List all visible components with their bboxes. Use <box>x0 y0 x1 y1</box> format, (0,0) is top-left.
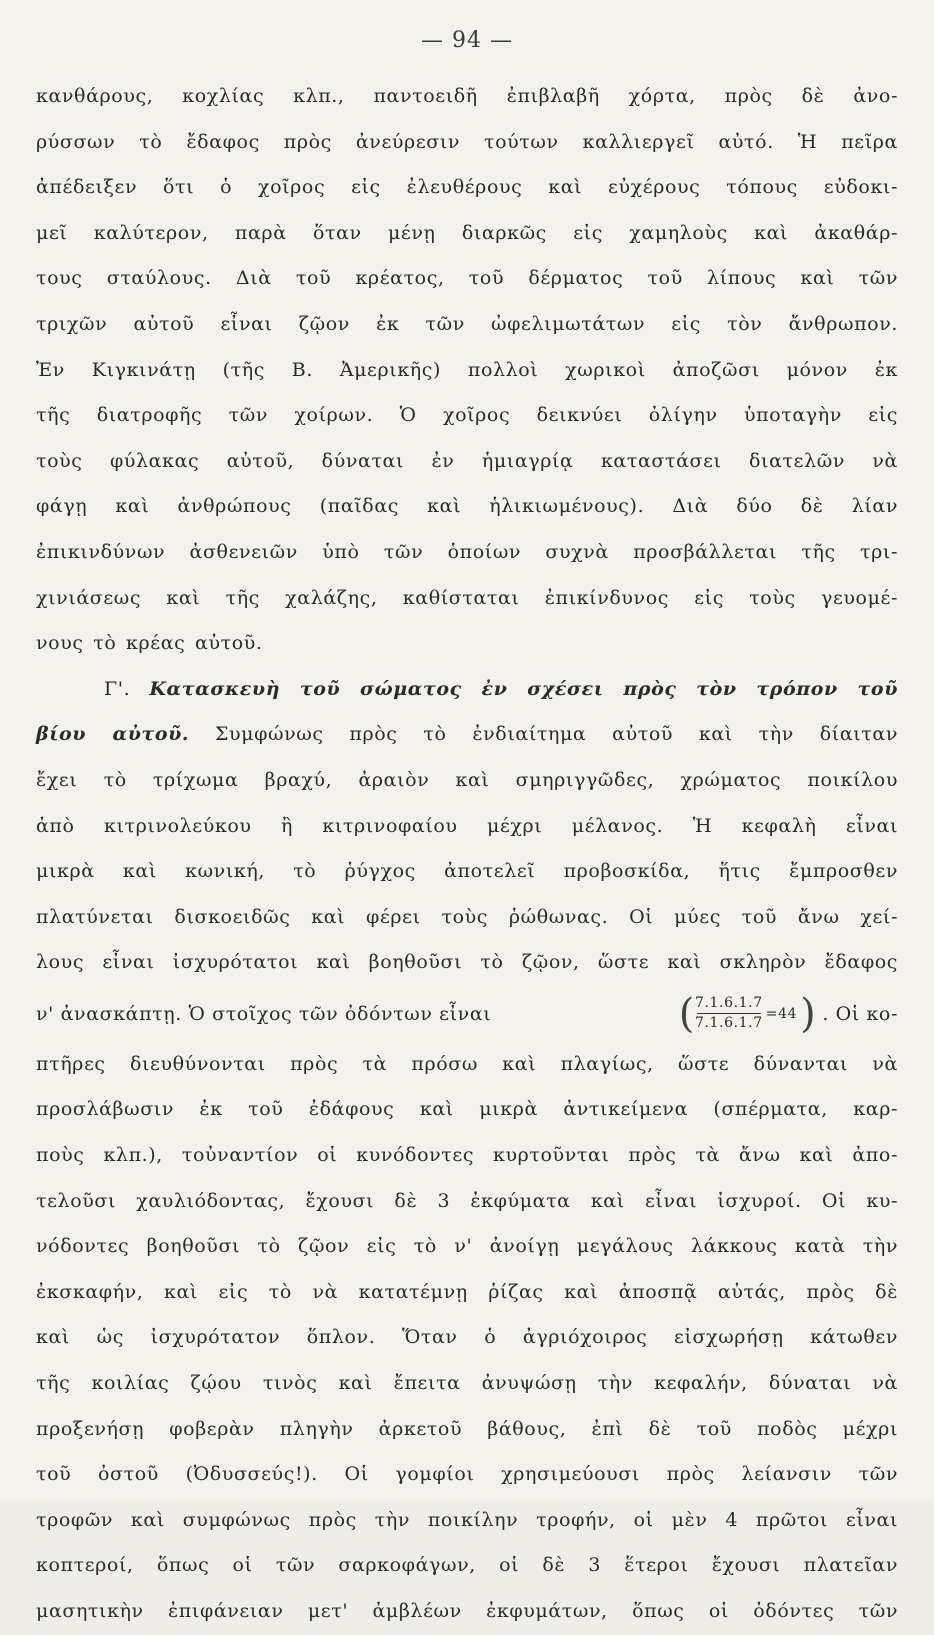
formula-denominator: 7.1.6.1.7 <box>694 1015 763 1032</box>
text-line: κοπτεροί, ὅπως οἱ τῶν σαρκοφάγων, οἱ δὲ 3 ἕτεροι ἔχουσι πλατεῖαν <box>36 1554 898 1577</box>
section-heading-line <box>36 667 898 713</box>
text-line: τους σταύλους. Διὰ τοῦ κρέατος, τοῦ δέρματος τοῦ λίπους καὶ τῶν <box>36 267 898 290</box>
text-line: προξενήσῃ φοβερὰν πληγὴν ἀρκετοῦ βάθους, ἐπὶ δὲ τοῦ ποδὸς μέχρι <box>36 1417 898 1440</box>
dental-formula-line <box>36 986 898 1042</box>
text-line: μικρὰ καὶ κωνική, τὸ ῥύγχος ἀποτελεῖ προβοσκίδα, ἥτις ἔμπροσθεν <box>36 860 898 883</box>
text-line: ρύσσων τὸ ἔδαφος πρὸς ἀνεύρεσιν τούτων καλλιεργεῖ αὐτό. Ἡ πεῖρα <box>36 130 898 153</box>
text-line: πτῆρες διευθύνονται πρὸς τὰ πρόσω καὶ πλαγίως, ὥστε δύνανται νὰ <box>36 1052 898 1075</box>
text-line <box>36 712 898 758</box>
text-line: ἐκσκαφήν, καὶ εἰς τὸ νὰ κατατέμνῃ ῥίζας καὶ ἀποσπᾷ αὐτάς, πρὸς δὲ <box>36 1280 898 1303</box>
text-line: νους τὸ κρέας αὐτοῦ. <box>36 632 263 655</box>
body-text <box>36 74 898 1635</box>
text-line: τῆς διατροφῆς τῶν χοίρων. Ὁ χοῖρος δεικνύει ὀλίγην ὑποταγὴν εἰς <box>36 404 898 427</box>
text-line: τοὺς φύλακας αὐτοῦ, δύναται ἐν ἡμιαγρίᾳ καταστάσει διατελῶν νὰ <box>36 449 898 472</box>
text-line: καὶ ὡς ἰσχυρότατον ὅπλον. Ὅταν ὁ ἀγριόχοιρος εἰσχωρήσῃ κάτωθεν <box>36 1326 898 1349</box>
text-line: πλατύνεται δισκοειδῶς καὶ φέρει τοὺς ῥώθωνας. Οἱ μύες τοῦ ἄνω χεί- <box>36 905 898 928</box>
section-marker: Γ'. <box>104 677 131 700</box>
text-line: ἔχει τὸ τρίχωμα βραχύ, ἀραιὸν καὶ σμηριγγῶδες, χρώματος ποικίλου <box>36 768 898 791</box>
text-line: τελοῦσι χαυλιόδοντας, ἔχουσι δὲ 3 ἐκφύματα καὶ εἶναι ἰσχυροί. Οἱ κυ- <box>36 1189 898 1212</box>
text-line: τοῦ ὀστοῦ (Ὀδυσσεύς!). Οἱ γομφίοι χρησιμεύουσι πρὸς λείανσιν τῶν <box>36 1463 898 1486</box>
dental-formula: ( $\frac{7.1.6.1.7}{7.1.6.1.7}$ =44 ) <box>678 990 817 1037</box>
formula-tail: . Οἱ κο- <box>822 1002 898 1025</box>
text-line: μασητικὴν ἐπιφάνειαν μετ' ἀμβλέων ἐκφυμάτων, ὅπως οἱ ὀδόντες τῶν <box>36 1600 898 1622</box>
formula-lead: ν' ἀνασκάπτῃ. Ὁ στοῖχος τῶν ὀδόντων εἶναι <box>36 1002 492 1025</box>
text-line: Ἐν Κιγκινάτῃ (τῆς Β. Ἀμερικῆς) πολλοὶ χωρικοὶ ἀποζῶσι μόνον ἐκ <box>36 358 898 381</box>
text-line: μεῖ καλύτερον, παρὰ ὅταν μένῃ διαρκῶς εἰς χαμηλοὺς καὶ ἀκαθάρ- <box>36 221 898 244</box>
formula-equals: =44 <box>765 1005 798 1022</box>
text-line: προσλάβωσιν ἐκ τοῦ ἐδάφους καὶ μικρὰ ἀντικείμενα (σπέρματα, καρ- <box>36 1098 898 1121</box>
text-line: φάγῃ καὶ ἀνθρώπους (παῖδας καὶ ἡλικιωμένους). Διὰ δύο δὲ λίαν <box>36 495 898 518</box>
text-line: τριχῶν αὐτοῦ εἶναι ζῷον ἐκ τῶν ὠφελιμωτάτων εἰς τὸν ἄνθρωπον. <box>36 312 898 335</box>
formula-numerator: 7.1.6.1.7 <box>694 995 763 1012</box>
text-line: νόδοντες βοηθοῦσι τὸ ζῷον εἰς τὸ ν' ἀνοίγῃ μεγάλους λάκκους κατὰ τὴν <box>36 1235 898 1258</box>
section-heading-continued: βίου αὐτοῦ. <box>36 723 190 746</box>
section-heading: Κατασκευὴ τοῦ σώματος ἐν σχέσει πρὸς τὸν τρόπον τοῦ <box>149 677 898 700</box>
paragraph-start: Συμφώνως πρὸς τὸ ἐνδιαίτημα αὐτοῦ καὶ τὴν δίαιταν <box>214 723 898 746</box>
fraction-bar <box>697 1013 761 1014</box>
text-line: ἐπικινδύνων ἀσθενειῶν ὑπὸ τῶν ὁποίων συχνὰ προσβάλλεται τῆς τρι- <box>36 540 898 563</box>
text-line: τροφῶν καὶ συμφώνως πρὸς τὴν ποικίλην τροφήν, οἱ μὲν 4 πρῶτοι εἶναι <box>36 1508 898 1531</box>
text-line: λους εἶναι ἰσχυρότατοι καὶ βοηθοῦσι τὸ ζῷον, ὥστε καὶ σκληρὸν ἔδαφος <box>36 951 898 974</box>
text-line: ἀπέδειξεν ὅτι ὁ χοῖρος εἰς ἐλευθέρους καὶ εὐχέρους τόπους εὐδοκι- <box>36 176 898 199</box>
text-line: ποὺς κλπ.), τοὐναντίον οἱ κυνόδοντες κυρτοῦνται πρὸς τὰ ἄνω καὶ ἀπο- <box>36 1144 898 1167</box>
text-line: κανθάρους, κοχλίας κλπ., παντοειδῆ ἐπιβλαβῆ χόρτα, πρὸς δὲ ἀνο- <box>36 85 898 107</box>
text-line: χινιάσεως καὶ τῆς χαλάζης, καθίσταται ἐπικίνδυνος εἰς τοὺς γευομέ- <box>36 586 898 609</box>
page-number: — 94 — <box>421 28 513 53</box>
text-line: τῆς κοιλίας ζῴου τινὸς καὶ ἔπειτα ἀνυψώσῃ τὴν κεφαλήν, δύναται νὰ <box>36 1372 898 1395</box>
text-line: ἀπὸ κιτρινολεύκου ἢ κιτρινοφαίου μέχρι μέλανος. Ἡ κεφαλὴ εἶναι <box>36 814 898 837</box>
